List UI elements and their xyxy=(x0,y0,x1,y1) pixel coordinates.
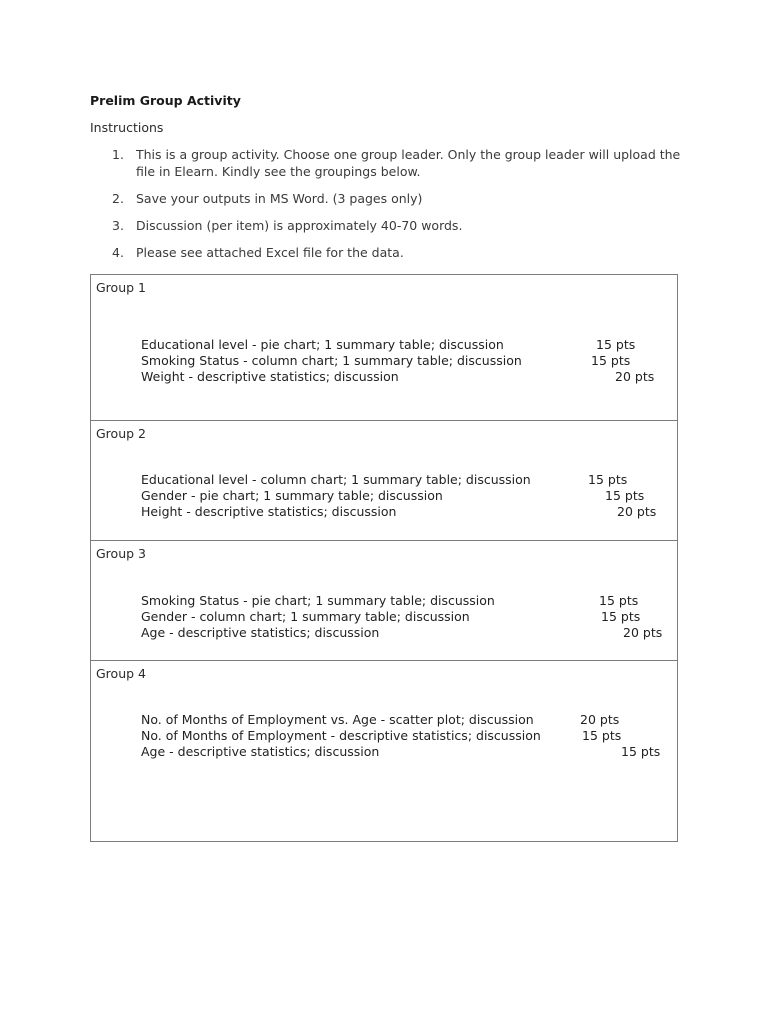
instruction-item xyxy=(112,190,682,207)
group-items xyxy=(141,337,677,385)
group-item-text: Educational level - pie chart; 1 summary table; discussion xyxy=(141,337,504,352)
instructions-heading: Instructions xyxy=(90,120,164,135)
group-item-row xyxy=(141,744,677,760)
instruction-text-continued: file in Elearn. Kindly see the groupings below. xyxy=(136,164,421,179)
instructions-list xyxy=(112,146,682,271)
group-item-row xyxy=(141,353,677,369)
group-box xyxy=(91,541,677,661)
instruction-item xyxy=(112,244,682,261)
group-title: Group 1 xyxy=(96,280,146,295)
group-item-text: Weight - descriptive statistics; discussion xyxy=(141,369,399,384)
group-items xyxy=(141,472,677,520)
group-item-points: 15 pts xyxy=(601,609,641,624)
group-title: Group 2 xyxy=(96,426,146,441)
groupings-table xyxy=(90,274,678,842)
instruction-number: 1. xyxy=(112,147,124,162)
instruction-number: 2. xyxy=(112,191,124,206)
group-item-points: 15 pts xyxy=(596,337,636,352)
group-item-row xyxy=(141,488,677,504)
group-item-row xyxy=(141,728,677,744)
instruction-text: Discussion (per item) is approximately 40-70 words. xyxy=(136,218,463,233)
instruction-number: 4. xyxy=(112,245,124,260)
group-item-text: Height - descriptive statistics; discussion xyxy=(141,504,397,519)
group-items xyxy=(141,712,677,760)
group-item-row xyxy=(141,369,677,385)
group-item-points: 15 pts xyxy=(599,593,639,608)
instruction-text: This is a group activity. Choose one group leader. Only the group leader will upload the xyxy=(136,147,681,162)
document-title: Prelim Group Activity xyxy=(90,93,241,108)
group-item-text: Smoking Status - pie chart; 1 summary table; discussion xyxy=(141,593,495,608)
group-box xyxy=(91,661,677,841)
instruction-text: Save your outputs in MS Word. (3 pages only) xyxy=(136,191,423,206)
group-item-text: Smoking Status - column chart; 1 summary table; discussion xyxy=(141,353,522,368)
instruction-item xyxy=(112,217,682,234)
group-item-row xyxy=(141,337,677,353)
group-title: Group 4 xyxy=(96,666,146,681)
instruction-text: Please see attached Excel file for the data. xyxy=(136,245,404,260)
group-box xyxy=(91,421,677,541)
group-item-points: 20 pts xyxy=(580,712,620,727)
group-item-points: 20 pts xyxy=(623,625,663,640)
group-item-row xyxy=(141,609,677,625)
group-item-points: 20 pts xyxy=(617,504,657,519)
group-box xyxy=(91,275,677,421)
group-items xyxy=(141,593,677,641)
group-item-text: Age - descriptive statistics; discussion xyxy=(141,625,380,640)
group-item-text: Educational level - column chart; 1 summary table; discussion xyxy=(141,472,531,487)
group-item-text: Gender - column chart; 1 summary table; discussion xyxy=(141,609,470,624)
group-item-points: 15 pts xyxy=(588,472,628,487)
group-title: Group 3 xyxy=(96,546,146,561)
group-item-text: No. of Months of Employment vs. Age - scatter plot; discussion xyxy=(141,712,534,727)
instruction-item xyxy=(112,146,682,180)
group-item-points: 15 pts xyxy=(621,744,661,759)
group-item-row xyxy=(141,593,677,609)
group-item-text: Gender - pie chart; 1 summary table; discussion xyxy=(141,488,443,503)
group-item-text: No. of Months of Employment - descriptive statistics; discussion xyxy=(141,728,541,743)
group-item-points: 15 pts xyxy=(605,488,645,503)
group-item-row xyxy=(141,472,677,488)
group-item-points: 15 pts xyxy=(582,728,622,743)
group-item-row xyxy=(141,625,677,641)
group-item-text: Age - descriptive statistics; discussion xyxy=(141,744,380,759)
group-item-points: 15 pts xyxy=(591,353,631,368)
group-item-row xyxy=(141,504,677,520)
group-item-points: 20 pts xyxy=(615,369,655,384)
instruction-number: 3. xyxy=(112,218,124,233)
group-item-row xyxy=(141,712,677,728)
